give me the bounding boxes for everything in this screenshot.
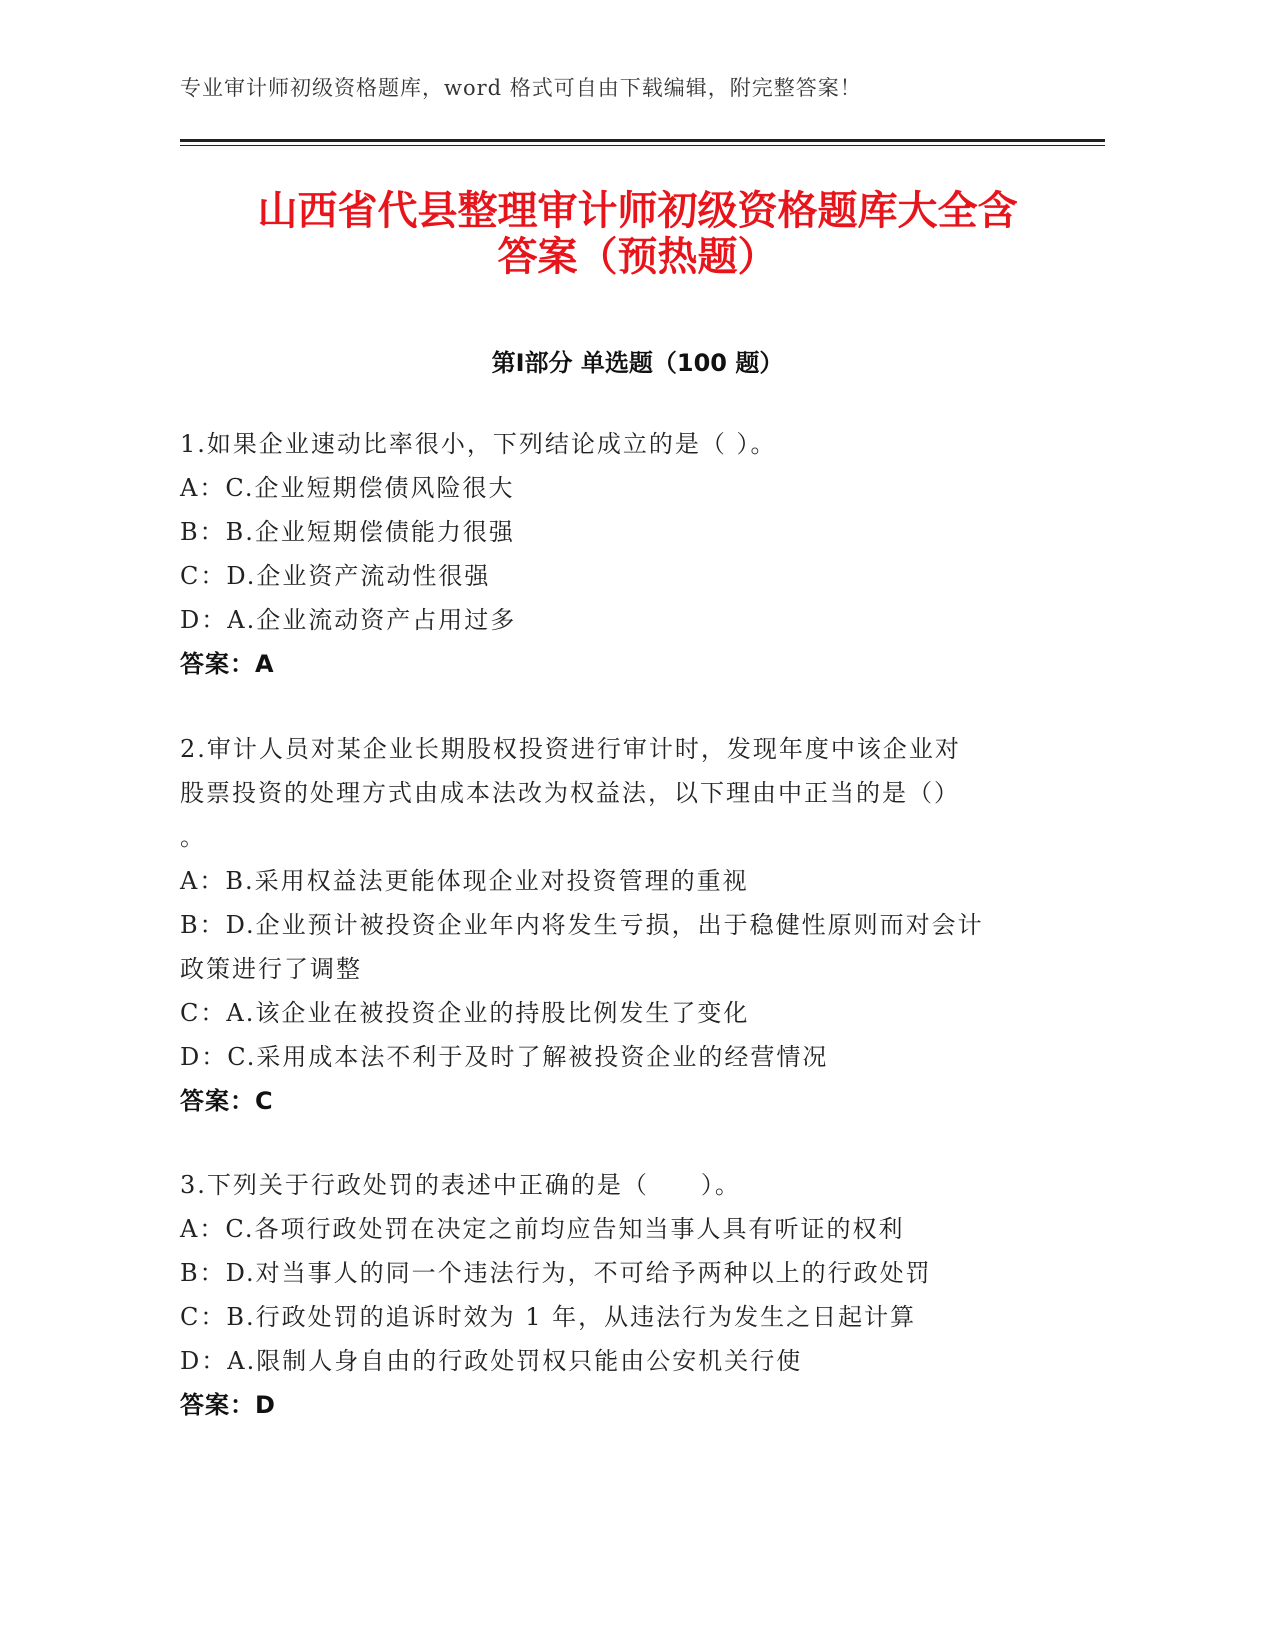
option-a: A：C.企业短期偿债风险很大 <box>180 474 515 502</box>
question-stem: 3.下列关于行政处罚的表述中正确的是（ ）。 <box>180 1171 741 1199</box>
option-d: D：A.限制人身自由的行政处罚权只能由公安机关行使 <box>180 1347 803 1375</box>
header-note: 专业审计师初级资格题库，word 格式可自由下载编辑，附完整答案！ <box>180 76 862 100</box>
question-3 <box>180 1163 1040 1427</box>
option-b: B：B.企业短期偿债能力很强 <box>180 518 515 546</box>
option-c: C：A.该企业在被投资企业的持股比例发生了变化 <box>180 999 750 1027</box>
option-a: A：C.各项行政处罚在决定之前均应告知当事人具有听证的权利 <box>180 1215 905 1243</box>
question-stem: 2.审计人员对某企业长期股权投资进行审计时，发现年度中该企业对 <box>180 735 961 763</box>
option-c: C：D.企业资产流动性很强 <box>180 562 491 590</box>
option-b: B：D.对当事人的同一个违法行为，不可给予两种以上的行政处罚 <box>180 1259 932 1287</box>
option-a: A：B.采用权益法更能体现企业对投资管理的重视 <box>180 867 749 895</box>
title-line-1: 山西省代县整理审计师初级资格题库大全含 <box>257 188 1018 234</box>
question-stem: 股票投资的处理方式由成本法改为权益法，以下理由中正当的是（） <box>180 779 960 807</box>
document-title <box>150 188 1125 280</box>
title-line-2: 答案（预热题） <box>497 234 778 280</box>
option-b: 政策进行了调整 <box>180 955 362 983</box>
answer-label: 答案：D <box>180 1391 276 1419</box>
section-heading: 第Ⅰ部分 单选题（100 题） <box>491 349 784 377</box>
header-rule-thin <box>180 145 1105 146</box>
question-2 <box>180 727 1040 1123</box>
question-1 <box>180 422 1040 686</box>
header-rule-thick <box>180 139 1105 142</box>
option-d: D：C.采用成本法不利于及时了解被投资企业的经营情况 <box>180 1043 829 1071</box>
question-stem: 。 <box>180 823 206 851</box>
option-c: C：B.行政处罚的追诉时效为 1 年，从违法行为发生之日起计算 <box>180 1303 917 1331</box>
question-stem: 1.如果企业速动比率很小，下列结论成立的是（ ）。 <box>180 430 777 458</box>
option-d: D：A.企业流动资产占用过多 <box>180 606 517 634</box>
answer-label: 答案：C <box>180 1087 274 1115</box>
answer-label: 答案：A <box>180 650 275 678</box>
option-b: B：D.企业预计被投资企业年内将发生亏损，出于稳健性原则而对会计 <box>180 911 984 939</box>
